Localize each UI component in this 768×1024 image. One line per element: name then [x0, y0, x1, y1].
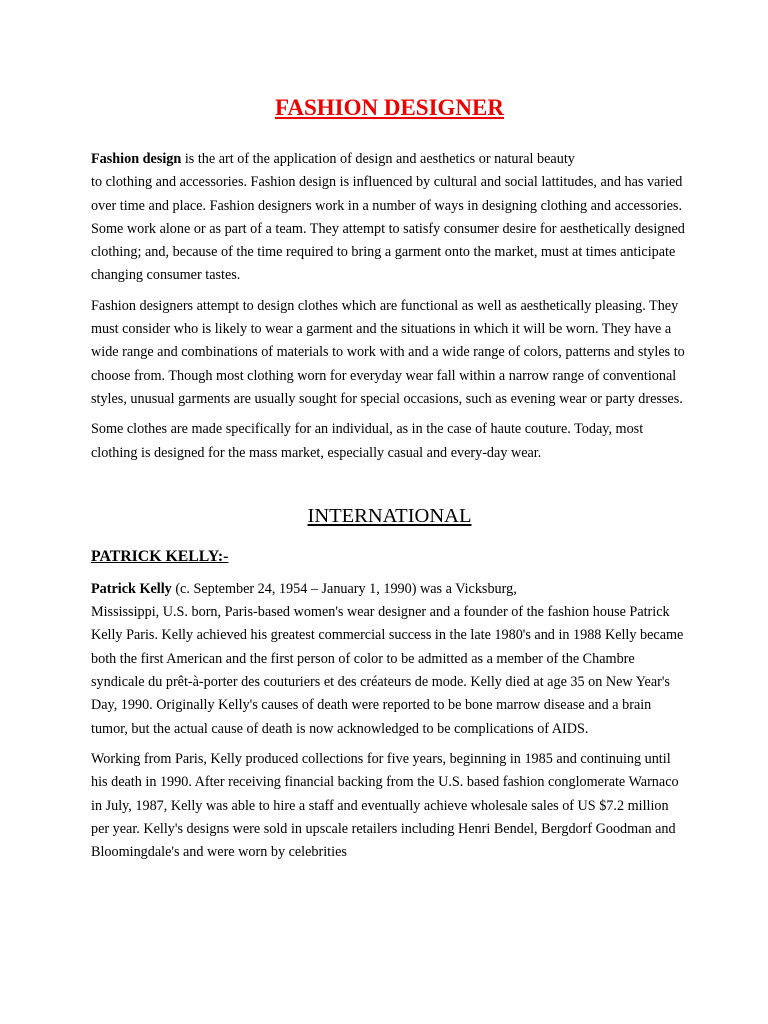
intro-paragraph-3: Some clothes are made specifically for an individual, as in the case of haute couture. Today, most clothing is designed for the mass market, especially casual and every-day wear. — [91, 421, 644, 461]
document-body — [91, 92, 688, 871]
intro-paragraph-1-rest: to clothing and accessories. Fashion design is influenced by cultural and social lattitudes, and has varied over time and place. Fashion designers work in a number of ways in designing clothing and accessories. Some work alone or as part of a team. They attempt to satisfy consumer desire for aesthetically designed clothing; and, because of the time required to bring a garment onto the market, must at times anticipate changing consumer tastes. — [91, 174, 685, 284]
kelly-name-bold: Patrick Kelly — [91, 580, 172, 597]
section-heading-international: INTERNATIONAL — [307, 504, 472, 527]
document-title: FASHION DESIGNER — [275, 95, 504, 120]
kelly-paragraph-1-rest: Mississippi, U.S. born, Paris-based women's wear designer and a founder of the fashion house Patrick Kelly Paris. Kelly achieved his greatest commercial success in the late 1980's and in 1988 Kelly became both the first American and the first person of color to be admitted as a member of the Chambre syndicale du prêt-à-porter des couturiers et des créateurs de mode. Kelly died at age 35 on New Year's Day, 1990. Originally Kelly's causes of death were reported to be bone marrow disease and a brain tumor, but the actual cause of death is now acknowledged to be complications of AIDS. — [91, 604, 684, 737]
subheading-patrick-kelly: PATRICK KELLY:- — [91, 547, 229, 565]
intro-paragraph-2: Fashion designers attempt to design clothes which are functional as well as aesthetically pleasing. They must consider who is likely to wear a garment and the situations in which it will be worn. They have a wide range and combinations of materials to work with and a wide range of colors, patterns and styles to choose from. Though most clothing worn for everyday wear fall within a narrow range of conventional styles, unusual garments are usually sought for special occasions, such as evening wear or party dresses. — [91, 297, 685, 407]
kelly-paragraph-1 — [91, 578, 688, 741]
intro-paragraph-1-line1: is the art of the application of design and aesthetics or natural beauty — [181, 151, 575, 167]
intro-paragraph-1 — [91, 148, 688, 288]
intro-term-bold: Fashion design — [91, 151, 182, 167]
kelly-paragraph-2: Working from Paris, Kelly produced collections for five years, beginning in 1985 and continuing until his death in 1990. After receiving financial backing from the U.S. based fashion conglomerate Warnaco in July, 1987, Kelly was able to hire a staff and eventually achieve wholesale sales of US $7.2 million per year. Kelly's designs were sold in upscale retailers including Henri Bendel, Bergdorf Goodman and Bloomingdale's and were worn by celebrities — [91, 750, 679, 861]
kelly-paragraph-1-line1: (c. September 24, 1954 – January 1, 1990) was a Vicksburg, — [171, 580, 517, 597]
